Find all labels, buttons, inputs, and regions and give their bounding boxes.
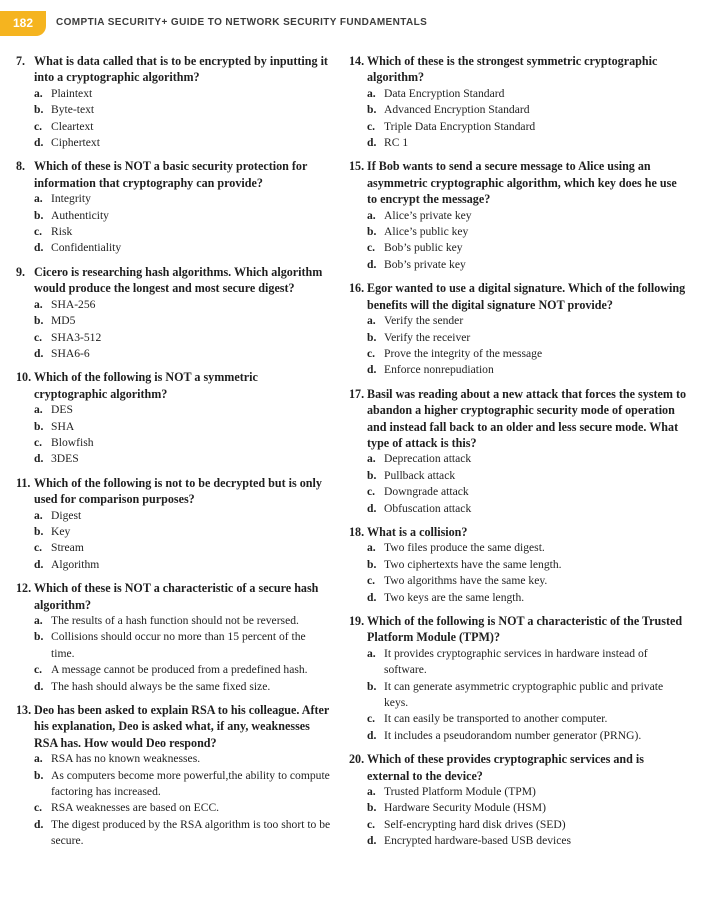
- question-text: What is a collision?: [367, 524, 468, 539]
- answer-option: [367, 135, 689, 151]
- option-text: Bob’s public key: [384, 241, 463, 255]
- answer-option: [34, 524, 332, 540]
- option-letter: a.: [34, 192, 43, 206]
- option-letter: a.: [367, 314, 376, 328]
- question-text: Which of these is NOT a characteristic of a secure hash algorithm?: [34, 581, 319, 612]
- question-number: 7.: [16, 54, 26, 68]
- question-item: [349, 386, 689, 517]
- option-letter: d.: [34, 452, 44, 466]
- page-header: [0, 0, 704, 42]
- answer-option: [34, 119, 332, 135]
- question-stem: [349, 53, 689, 86]
- question-text: Which of the following is NOT a characteristic of the Trusted Platform Module (TPM)?: [367, 614, 683, 645]
- question-item: [349, 53, 689, 151]
- option-text: Two keys are the same length.: [384, 590, 525, 604]
- option-letter: b.: [367, 103, 377, 117]
- option-text: DES: [51, 403, 73, 417]
- option-letter: a.: [367, 646, 376, 660]
- option-letter: a.: [34, 508, 43, 522]
- option-letter: c.: [34, 435, 43, 449]
- option-letter: d.: [367, 501, 377, 515]
- option-text: Bob’s private key: [384, 257, 466, 271]
- answer-options: [367, 646, 689, 744]
- option-letter: c.: [367, 712, 376, 726]
- option-text: A message cannot be produced from a predefined hash.: [51, 663, 308, 677]
- answer-option: [367, 86, 689, 102]
- answer-option: [34, 191, 332, 207]
- option-letter: d.: [34, 241, 44, 255]
- answer-option: [34, 557, 332, 573]
- option-letter: b.: [34, 208, 44, 222]
- right-column: [349, 53, 689, 857]
- option-text: Cleartext: [51, 119, 94, 133]
- option-text: Two ciphertexts have the same length.: [384, 557, 562, 571]
- answer-options: [34, 297, 332, 363]
- question-item: [16, 702, 332, 850]
- option-text: The results of a hash function should not be reversed.: [51, 614, 299, 627]
- answer-option: [367, 800, 689, 816]
- option-letter: b.: [367, 557, 377, 571]
- option-letter: a.: [34, 297, 43, 311]
- answer-option: [367, 501, 689, 517]
- answer-option: [367, 817, 689, 833]
- option-letter: b.: [367, 330, 377, 344]
- answer-option: [367, 711, 689, 727]
- answer-option: [34, 240, 332, 256]
- question-stem: [349, 751, 689, 784]
- option-text: Blowfish: [51, 435, 94, 449]
- answer-option: [34, 751, 332, 767]
- option-text: RSA has no known weaknesses.: [51, 752, 201, 766]
- answer-option: [34, 629, 332, 662]
- option-text: Ciphertext: [51, 136, 100, 150]
- question-text: If Bob wants to send a secure message to Alice using an asymmetric cryptographic algorithm, which key does he use to encrypt the message?: [367, 159, 677, 207]
- option-letter: c.: [367, 485, 376, 499]
- option-letter: b.: [34, 314, 44, 328]
- answer-options: [34, 86, 332, 152]
- answer-options: [367, 208, 689, 274]
- option-text: Data Encryption Standard: [384, 86, 505, 100]
- option-letter: c.: [34, 225, 43, 239]
- answer-options: [34, 402, 332, 468]
- answer-option: [367, 313, 689, 329]
- option-text: Algorithm: [51, 557, 100, 571]
- question-number: 20.: [349, 752, 365, 767]
- option-letter: c.: [367, 346, 376, 360]
- option-text: SHA: [51, 419, 75, 433]
- question-stem: [16, 53, 332, 86]
- option-letter: c.: [367, 241, 376, 255]
- answer-option: [367, 208, 689, 224]
- option-letter: b.: [367, 801, 377, 815]
- answer-option: [367, 330, 689, 346]
- question-item: [349, 158, 689, 273]
- option-letter: d.: [367, 257, 377, 271]
- option-text: Prove the integrity of the message: [384, 346, 543, 360]
- answer-option: [34, 768, 332, 801]
- option-letter: c.: [34, 541, 43, 555]
- answer-option: [34, 102, 332, 118]
- question-number: 17.: [349, 386, 365, 401]
- answer-option: [34, 679, 332, 695]
- option-text: Authenticity: [51, 208, 109, 222]
- answer-option: [34, 135, 332, 151]
- option-letter: c.: [367, 574, 376, 588]
- question-item: [16, 475, 332, 573]
- option-text: As computers become more powerful,the ability to compute factoring has increased.: [51, 768, 330, 799]
- option-letter: a.: [367, 208, 376, 222]
- answer-option: [367, 590, 689, 606]
- option-text: Stream: [51, 541, 84, 555]
- question-text: Which of these is the strongest symmetric cryptographic algorithm?: [367, 54, 658, 85]
- option-letter: d.: [34, 346, 44, 360]
- option-text: Pullback attack: [384, 468, 456, 482]
- option-text: Digest: [51, 508, 82, 522]
- question-text: What is data called that is to be encrypted by inputting it into a cryptographic algorithm?: [34, 54, 328, 85]
- option-letter: c.: [34, 801, 43, 815]
- answer-options: [34, 751, 332, 849]
- answer-option: [34, 86, 332, 102]
- answer-option: [367, 362, 689, 378]
- answer-option: [34, 540, 332, 556]
- option-letter: d.: [34, 679, 44, 693]
- question-stem: [349, 280, 689, 313]
- option-letter: b.: [34, 103, 44, 117]
- question-item: [349, 280, 689, 378]
- question-number: 8.: [16, 159, 26, 174]
- answer-option: [367, 679, 689, 712]
- option-text: SHA6-6: [51, 346, 90, 360]
- option-letter: d.: [367, 728, 377, 742]
- question-stem: [16, 580, 332, 613]
- question-item: [16, 53, 332, 151]
- option-text: It includes a pseudorandom number generator (PRNG).: [384, 728, 642, 742]
- option-text: Enforce nonrepudiation: [384, 363, 494, 377]
- option-letter: c.: [367, 119, 376, 133]
- option-letter: c.: [34, 330, 43, 344]
- option-letter: c.: [34, 119, 43, 133]
- question-number: 9.: [16, 264, 26, 279]
- option-text: The hash should always be the same fixed size.: [51, 679, 271, 693]
- option-text: Verify the receiver: [384, 330, 471, 344]
- option-text: Verify the sender: [384, 314, 464, 328]
- question-text: Cicero is researching hash algorithms. Which algorithm would produce the longest and most secure digest?: [34, 264, 323, 296]
- question-item: [16, 264, 332, 362]
- option-letter: a.: [367, 785, 376, 799]
- option-letter: b.: [34, 630, 44, 644]
- answer-options: [367, 86, 689, 152]
- option-text: RSA weaknesses are based on ECC.: [51, 801, 220, 815]
- answer-options: [367, 540, 689, 606]
- option-text: Downgrade attack: [384, 485, 469, 499]
- answer-options: [34, 613, 332, 695]
- question-stem: [16, 264, 332, 297]
- answer-option: [367, 557, 689, 573]
- option-text: Hardware Security Module (HSM): [384, 801, 546, 815]
- answer-option: [34, 313, 332, 329]
- option-letter: a.: [367, 452, 376, 466]
- question-text: Which of these is NOT a basic security protection for information that cryptography can provide?: [34, 159, 308, 190]
- option-letter: d.: [367, 834, 377, 848]
- option-letter: b.: [367, 679, 377, 693]
- answer-option: [34, 402, 332, 418]
- question-text: Which of the following is not to be decrypted but is only used for comparison purposes?: [34, 475, 322, 507]
- option-letter: b.: [367, 468, 377, 482]
- question-text: Which of these provides cryptographic services and is external to the device?: [367, 752, 644, 783]
- option-text: Two algorithms have the same key.: [384, 574, 548, 588]
- running-head: COMPTIA SECURITY+ GUIDE TO NETWORK SECURITY FUNDAMENTALS: [56, 17, 428, 28]
- question-item: [16, 158, 332, 256]
- answer-option: [34, 346, 332, 362]
- left-column: [16, 53, 332, 857]
- option-text: It can generate asymmetric cryptographic public and private keys.: [384, 679, 664, 710]
- answer-option: [34, 224, 332, 240]
- answer-option: [34, 297, 332, 313]
- option-text: Triple Data Encryption Standard: [384, 119, 536, 133]
- answer-option: [34, 435, 332, 451]
- question-stem: [349, 386, 689, 452]
- option-letter: d.: [367, 136, 377, 150]
- answer-option: [367, 468, 689, 484]
- page-number-tab: 182: [0, 11, 46, 36]
- option-letter: d.: [34, 557, 44, 571]
- question-item: [16, 369, 332, 467]
- question-item: [349, 751, 689, 849]
- option-text: Encrypted hardware-based USB devices: [384, 834, 572, 848]
- answer-option: [34, 451, 332, 467]
- question-text: Which of the following is NOT a symmetric cryptographic algorithm?: [34, 370, 258, 401]
- option-text: SHA-256: [51, 297, 96, 311]
- option-text: SHA3-512: [51, 330, 102, 344]
- answer-option: [367, 573, 689, 589]
- option-text: MD5: [51, 314, 76, 328]
- answer-option: [34, 419, 332, 435]
- answer-option: [367, 646, 689, 679]
- option-text: 3DES: [51, 452, 79, 466]
- option-text: Self-encrypting hard disk drives (SED): [384, 817, 566, 831]
- answer-option: [367, 257, 689, 273]
- option-text: It can easily be transported to another computer.: [384, 712, 608, 726]
- answer-option: [34, 330, 332, 346]
- option-text: Plaintext: [51, 86, 93, 100]
- option-letter: d.: [34, 136, 44, 150]
- option-text: Integrity: [51, 192, 91, 206]
- answer-options: [367, 451, 689, 517]
- option-letter: b.: [367, 225, 377, 239]
- question-item: [349, 613, 689, 744]
- option-text: Byte-text: [51, 103, 95, 117]
- question-stem: [349, 158, 689, 207]
- option-letter: b.: [34, 524, 44, 538]
- question-number: 12.: [16, 581, 32, 596]
- answer-option: [367, 484, 689, 500]
- answer-option: [367, 346, 689, 362]
- option-letter: d.: [367, 590, 377, 604]
- option-text: Alice’s public key: [384, 225, 469, 239]
- answer-option: [367, 102, 689, 118]
- option-text: Risk: [51, 225, 73, 239]
- option-letter: a.: [34, 752, 43, 766]
- option-letter: d.: [34, 817, 44, 831]
- option-text: Deprecation attack: [384, 452, 472, 466]
- answer-option: [34, 613, 332, 629]
- answer-option: [34, 662, 332, 678]
- question-number: 11.: [16, 475, 31, 490]
- answer-options: [34, 508, 332, 574]
- answer-option: [367, 540, 689, 556]
- question-number: 18.: [349, 524, 365, 539]
- option-text: RC 1: [384, 136, 409, 150]
- answer-option: [367, 833, 689, 849]
- answer-option: [34, 508, 332, 524]
- option-text: Trusted Platform Module (TPM): [384, 785, 536, 799]
- answer-option: [367, 451, 689, 467]
- question-stem: [16, 369, 332, 402]
- option-letter: a.: [34, 403, 43, 417]
- option-letter: c.: [367, 817, 376, 831]
- question-item: [16, 580, 332, 695]
- answer-option: [34, 817, 332, 850]
- option-text: It provides cryptographic services in hardware instead of software.: [384, 646, 648, 677]
- question-text: Basil was reading about a new attack that forces the system to abandon a higher cryptographic security mode of operation and instead fall back to an older and less secure mode. What type of attack is this?: [367, 386, 687, 450]
- question-stem: [16, 702, 332, 751]
- question-stem: [349, 524, 689, 540]
- option-letter: a.: [367, 86, 376, 100]
- question-text: Egor wanted to use a digital signature. Which of the following benefits will the digital signature NOT provide?: [367, 281, 686, 312]
- option-letter: a.: [34, 86, 43, 100]
- option-text: Confidentiality: [51, 241, 122, 255]
- answer-option: [367, 224, 689, 240]
- question-item: [349, 524, 689, 606]
- question-stem: [16, 158, 332, 191]
- answer-option: [34, 800, 332, 816]
- option-letter: d.: [367, 363, 377, 377]
- answer-options: [367, 784, 689, 850]
- question-number: 14.: [349, 54, 365, 68]
- option-text: The digest produced by the RSA algorithm is too short to be secure.: [51, 817, 331, 848]
- option-text: Alice’s private key: [384, 208, 472, 222]
- question-number: 13.: [16, 703, 32, 718]
- option-letter: b.: [34, 768, 44, 782]
- option-text: Two files produce the same digest.: [384, 541, 545, 555]
- option-text: Advanced Encryption Standard: [384, 103, 530, 117]
- answer-options: [34, 191, 332, 257]
- question-number: 19.: [349, 614, 365, 628]
- option-letter: a.: [367, 541, 376, 555]
- question-text: Deo has been asked to explain RSA to his colleague. After his explanation, Deo is asked what, if any, weaknesses RSA has. How would Deo respond?: [34, 703, 330, 750]
- question-number: 16.: [349, 281, 365, 296]
- question-stem: [349, 613, 689, 646]
- question-stem: [16, 475, 332, 508]
- option-text: Collisions should occur no more than 15 percent of the time.: [51, 630, 306, 660]
- answer-option: [34, 208, 332, 224]
- question-number: 15.: [349, 159, 365, 174]
- answer-option: [367, 784, 689, 800]
- answer-option: [367, 240, 689, 256]
- option-letter: a.: [34, 614, 43, 627]
- answer-options: [367, 313, 689, 379]
- option-text: Key: [51, 524, 71, 538]
- option-letter: b.: [34, 419, 44, 433]
- answer-option: [367, 119, 689, 135]
- question-number: 10.: [16, 370, 32, 385]
- option-text: Obfuscation attack: [384, 501, 472, 515]
- option-letter: c.: [34, 663, 43, 677]
- answer-option: [367, 728, 689, 744]
